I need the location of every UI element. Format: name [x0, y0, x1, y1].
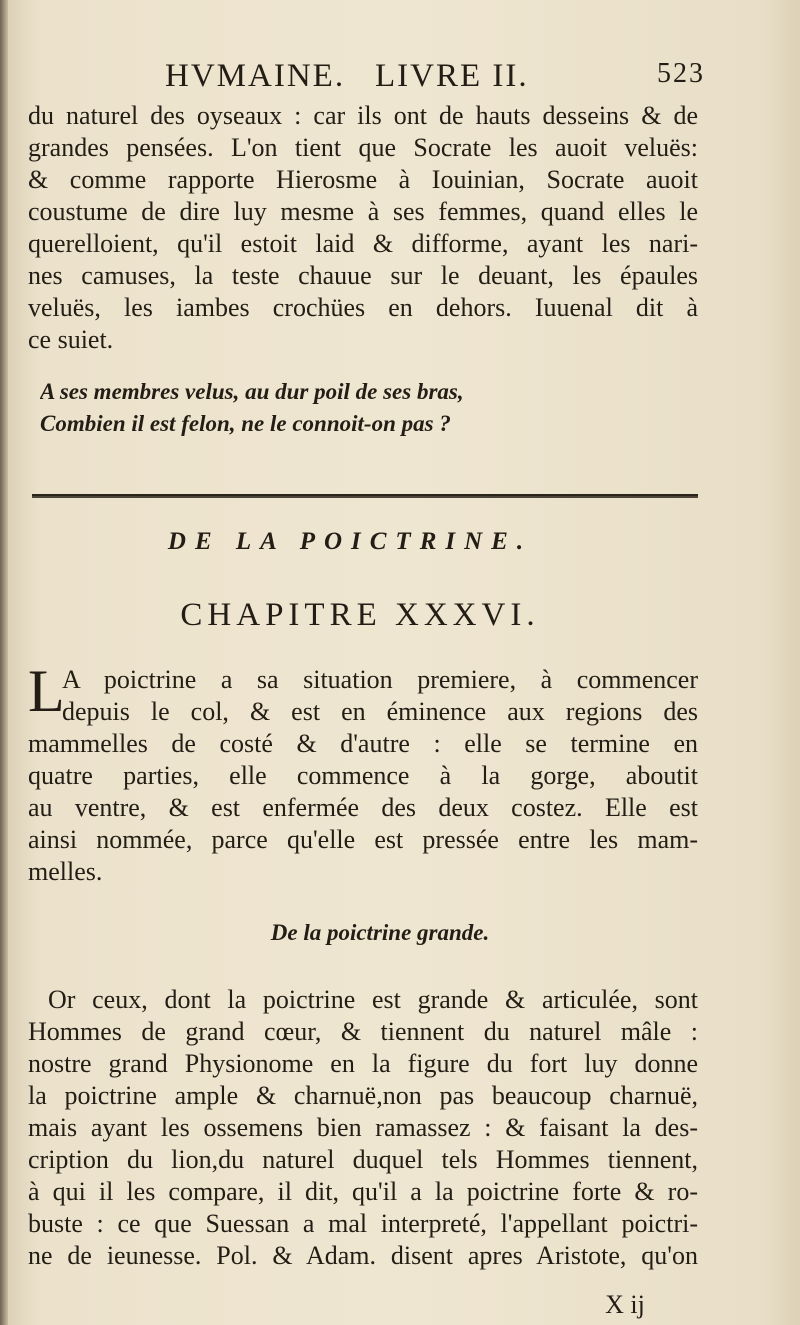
text-line: Or ceux, dont la poictrine est grande & articulée, sont: [48, 985, 698, 1014]
text-line: mais ayant les ossemens bien ramassez : & faisant la des-: [28, 1113, 698, 1142]
running-head-title: HVMAINE.: [165, 58, 346, 94]
text-line: mammelles de costé & d'autre : elle se termine en: [28, 729, 698, 758]
section-divider-rule: [32, 494, 698, 498]
text-line: nes camuses, la teste chauue sur le deuant, les épaules: [28, 261, 698, 290]
text-line: melles.: [28, 857, 103, 886]
text-line: quatre parties, elle commence à la gorge, aboutit: [28, 761, 698, 790]
text-line: ne de ieunesse. Pol. & Adam. disent apres Aristote, qu'on: [28, 1241, 698, 1270]
text-line: au ventre, & est enfermée des deux costez. Elle est: [28, 793, 698, 822]
text-line: buste : ce que Suessan a mal interpreté, l'appellant poictri-: [28, 1209, 698, 1238]
text-line: grandes pensées. L'on tient que Socrate les auoit veluës:: [28, 133, 698, 162]
chapter-paragraph: [28, 664, 698, 888]
text-line: nostre grand Physionome en la figure du fort luy donne: [28, 1049, 698, 1078]
text-line: cription du lion,du naturel duquel tels Hommes tiennent,: [28, 1145, 698, 1174]
text-line: & comme rapporte Hierosme à Iouinian, Socrate auoit: [28, 165, 698, 194]
verse-line: Combien il est felon, ne le connoit-on pas ?: [40, 411, 451, 436]
text-line: Hommes de grand cœur, & tiennent du naturel mâle :: [28, 1017, 698, 1046]
intro-paragraph: [28, 100, 698, 356]
text-line: ce suiet.: [28, 325, 114, 354]
text-line: coustume de dire luy mesme à ses femmes, quand elles le: [28, 197, 698, 226]
verse-line: A ses membres velus, au dur poil de ses bras,: [40, 379, 464, 404]
signature-mark: X ij: [605, 1290, 645, 1319]
page-number: 523: [657, 58, 705, 89]
verse-quotation: [40, 376, 700, 440]
text-line: la poictrine ample & charnuë,non pas beaucoup charnuë,: [28, 1081, 698, 1110]
body-paragraph: [28, 984, 698, 1272]
text-line: querelloient, qu'il estoit laid & difforme, ayant les nari-: [28, 229, 698, 258]
text-line: ainsi nommée, parce qu'elle est pressée entre les mam-: [28, 825, 698, 854]
running-head: [165, 58, 705, 102]
section-title: DE LA POICTRINE.: [167, 528, 533, 555]
text-line: à qui il les compare, il dit, qu'il a la poictrine forte & ro-: [28, 1177, 698, 1206]
text-line: A poictrine a sa situation premiere, à commencer: [62, 665, 698, 694]
running-head-book: LIVRE II.: [375, 58, 529, 94]
drop-capital: L: [28, 658, 65, 724]
text-line: du naturel des oyseaux : car ils ont de hauts desseins & de: [28, 101, 698, 130]
text-line: veluës, les iambes crochües en dehors. Iuuenal dit à: [28, 293, 698, 322]
chapter-heading: CHAPITRE XXXVI.: [180, 597, 540, 633]
subsection-title: De la poictrine grande.: [270, 920, 490, 945]
text-line: depuis le col, & est en éminence aux regions des: [62, 697, 698, 726]
book-spine-shadow: [0, 0, 8, 1325]
